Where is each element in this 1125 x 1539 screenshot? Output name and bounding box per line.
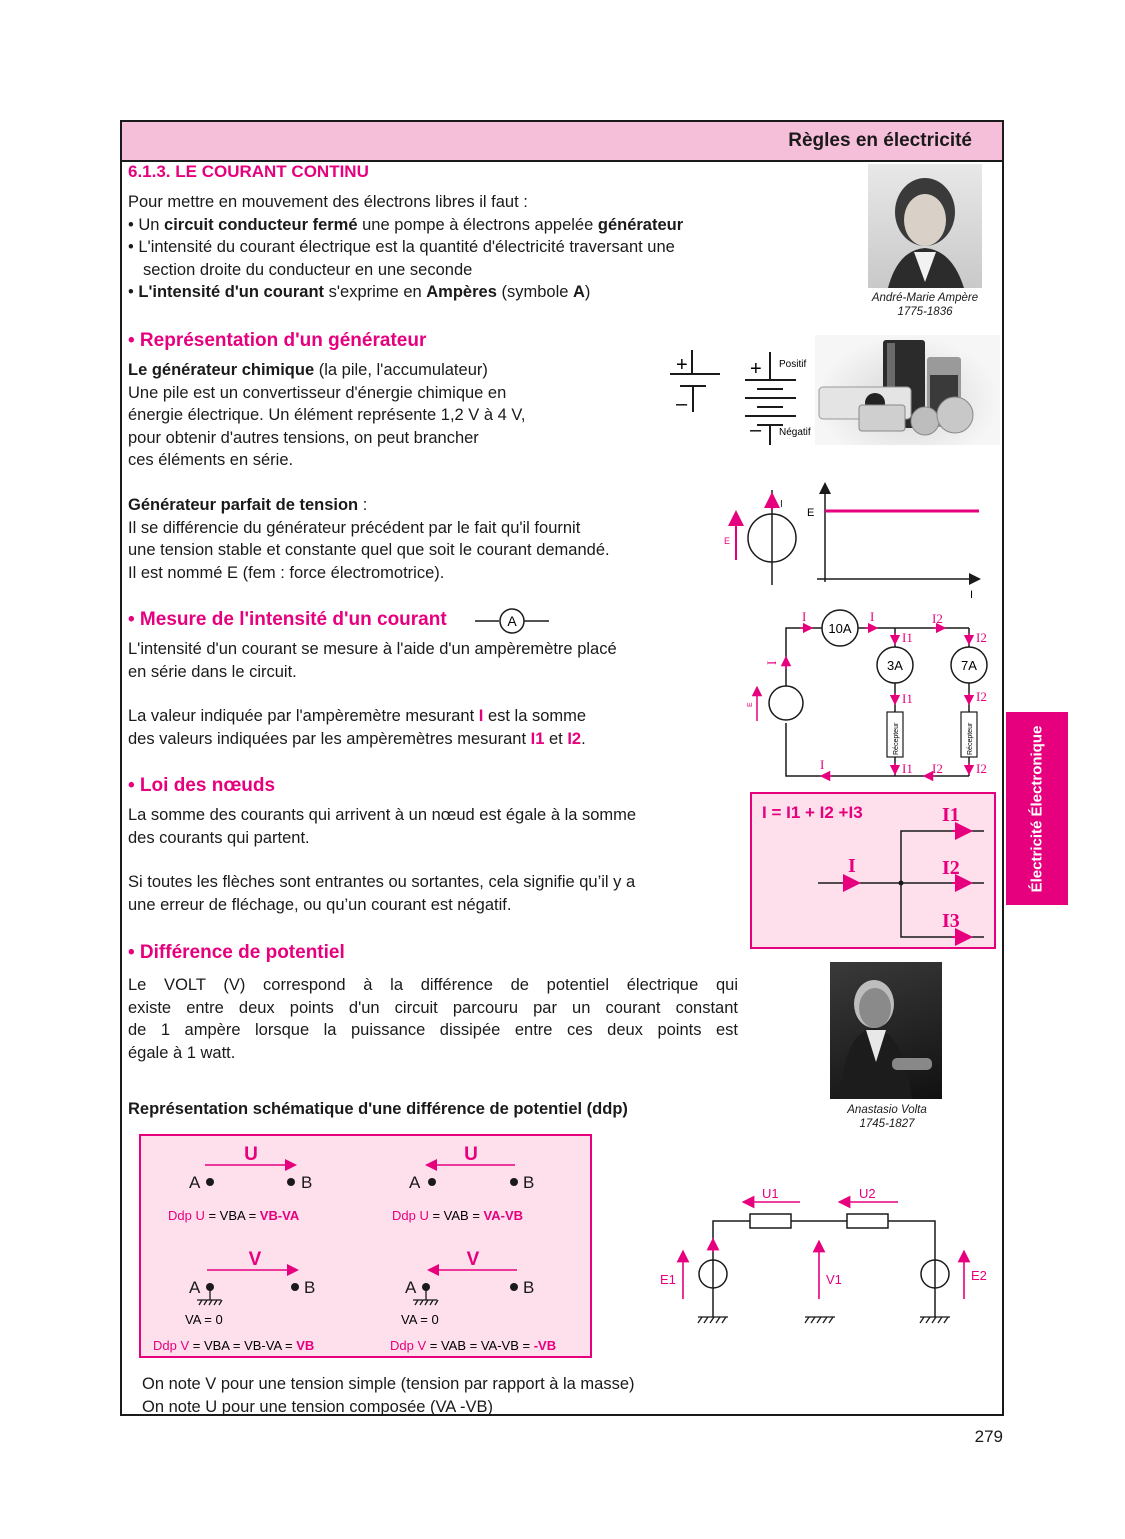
perfect-generator-line: Il est nommé E (fem : force électromotrice). — [128, 563, 445, 582]
bold-text: L'intensité d'un courant — [138, 283, 325, 301]
ddp-formula-3 — [153, 1338, 314, 1353]
side-chapter-tab[interactable] — [1006, 712, 1068, 905]
volta-portrait — [830, 962, 942, 1099]
formula-black: = VBA = — [204, 1208, 260, 1223]
portrait-name: Anastasio Volta — [847, 1104, 927, 1116]
point-A: A — [405, 1278, 417, 1297]
point-B: B — [304, 1278, 316, 1297]
measure-line — [128, 705, 617, 728]
current-label: I — [780, 499, 783, 510]
nodes-title: • Loi des nœuds — [128, 775, 276, 796]
label-V: V — [248, 1249, 262, 1270]
batteries-illustration-icon — [815, 335, 1000, 445]
ddp-diagram — [141, 1136, 592, 1358]
generator-line: Une pile est un convertisseur d'énergie chimique en — [128, 383, 507, 402]
label-U: U — [464, 1144, 478, 1165]
formula-bold: VA-VB — [483, 1208, 524, 1223]
minus-sign: – — [750, 419, 762, 441]
label-I1: I1 — [942, 804, 960, 826]
generator-line: énergie électrique. Un élément représente 1,2 V à 4 V, — [128, 406, 526, 424]
potential-title: • Différence de potentiel — [128, 942, 345, 963]
label-I: I — [848, 855, 856, 877]
point-B: B — [523, 1278, 535, 1297]
nodes-line: une erreur de fléchage, ou qu’un courant est négatif. — [128, 895, 512, 914]
header-title: Règles en électricité — [788, 130, 972, 151]
formula-black: = VBA = VB-VA = — [189, 1338, 297, 1353]
measure-title: • Mesure de l'intensité d'un courant — [128, 609, 447, 630]
formula-pink: Ddp V — [390, 1338, 427, 1353]
label-I2: I2 — [932, 611, 943, 626]
measure-line: L'intensité d'un courant se mesure à l'aide d'un ampèremètre placé — [128, 640, 617, 658]
notes — [142, 1373, 635, 1418]
formula-bold: VB — [296, 1338, 315, 1353]
y-axis-label: E — [807, 507, 815, 519]
perfect-generator-diagram — [715, 480, 1000, 605]
ddp-schema-title: Représentation schématique d'une différence de potentiel (ddp) — [128, 1100, 628, 1118]
generator-icon — [769, 686, 803, 720]
ground-symbol-icon — [413, 1287, 438, 1305]
series-wires — [713, 1221, 935, 1317]
nodes-text — [128, 804, 636, 916]
ground-symbol-icon — [920, 1317, 950, 1323]
ground-symbol-icon — [197, 1287, 222, 1305]
label-I1: I1 — [902, 630, 913, 645]
label-V: V — [466, 1249, 480, 1270]
potential-line: Le VOLT (V) correspond à la différence de potentiel électrique qui — [128, 976, 738, 994]
bold-text: Générateur parfait de tension — [128, 496, 359, 514]
page-header — [122, 122, 1002, 162]
measure-text — [128, 638, 617, 750]
formula-black: = VAB = — [428, 1208, 484, 1223]
ammeter-total-value: 10A — [828, 621, 852, 636]
label-I2: I2 — [976, 761, 987, 776]
potential-text — [128, 974, 738, 1064]
potential-line: égale à 1 watt. — [128, 1043, 236, 1062]
receiver-1-label: Récepteur — [893, 722, 900, 755]
nodes-line: des courants qui partent. — [128, 828, 310, 847]
pink-bold-text: I2 — [567, 729, 582, 748]
generator-text — [128, 359, 525, 472]
text: est la somme — [483, 707, 587, 725]
portrait-name: André-Marie Ampère — [871, 292, 979, 304]
ammeter-1-value: 3A — [887, 658, 903, 673]
bold-text: Le générateur chimique — [128, 361, 315, 379]
intro-bullet-1 — [128, 214, 683, 237]
ground-symbol-icon — [698, 1317, 728, 1323]
ammeter-2-value: 7A — [961, 658, 977, 673]
potential-line: de 1 ampère lorsque la puissance dissipée entre ces deux points est — [128, 1021, 738, 1039]
section-title: 6.1.3. LE COURANT CONTINU — [128, 162, 369, 181]
text: • — [128, 283, 139, 301]
bold-text: Ampères — [426, 283, 497, 301]
va-zero-label: VA = 0 — [401, 1312, 439, 1327]
intro-bullet-3 — [128, 281, 683, 304]
generator-title: • Représentation d'un générateur — [128, 330, 427, 351]
point-A: A — [189, 1173, 201, 1192]
point-B: B — [301, 1173, 313, 1192]
formula-black: = VAB = VA-VB = — [426, 1338, 534, 1353]
ddp-arrow-labels — [244, 1144, 480, 1270]
ampere-caption — [850, 291, 1000, 319]
label-E1: E1 — [660, 1272, 676, 1287]
measure-line — [128, 728, 617, 751]
label-U1: U1 — [762, 1186, 779, 1201]
negative-label: Négatif — [779, 427, 811, 438]
generator-line — [128, 359, 525, 382]
parallel-circuit-diagram — [740, 605, 1005, 785]
volta-caption — [812, 1103, 962, 1131]
va-zero-label: VA = 0 — [185, 1312, 223, 1327]
portrait-dates: 1775-1836 — [897, 306, 953, 318]
node-labels — [848, 804, 960, 932]
intro-bullet-2-cont: section droite du conducteur en une seconde — [143, 260, 473, 279]
ddp-formula-4 — [390, 1338, 556, 1353]
ddp-point-labels — [189, 1173, 534, 1297]
ddp-formula-1 — [168, 1208, 300, 1223]
receiver-2-label: Récepteur — [967, 722, 974, 755]
intro-bullet-2: • L'intensité du courant électrique est la quantité d'électricité traversant une — [128, 238, 675, 256]
point-A: A — [189, 1278, 201, 1297]
text: La valeur indiquée par l'ampèremètre mesurant — [128, 707, 479, 725]
potential-line: existe entre deux points d'un circuit parcouru par un courant constant — [128, 998, 738, 1017]
ddp-formula-2 — [392, 1208, 523, 1223]
intro-line: Pour mettre en mouvement des électrons libres il faut : — [128, 193, 528, 211]
bold-text: générateur — [597, 215, 684, 234]
circuit-wires — [786, 628, 969, 776]
pink-bold-text: I — [478, 707, 484, 725]
label-I: I — [820, 757, 825, 772]
label-V1: V1 — [826, 1272, 842, 1287]
ground-symbol-icon — [805, 1317, 835, 1323]
resistor-2-icon — [847, 1214, 888, 1228]
measure-line: en série dans le circuit. — [128, 662, 297, 681]
formula-pink: Ddp V — [153, 1338, 190, 1353]
ampere-portrait — [868, 164, 982, 288]
emf-label: E — [724, 536, 731, 546]
label-I3: I3 — [942, 910, 960, 932]
perfect-generator-text — [128, 494, 610, 584]
side-tab-label: Électricité Électronique — [1028, 725, 1046, 892]
text: • Un — [128, 215, 165, 234]
text: et — [544, 729, 568, 748]
bold-text: circuit conducteur fermé — [164, 215, 358, 234]
plus-sign: + — [750, 358, 762, 380]
formula-pink: Ddp U — [168, 1208, 205, 1223]
label-E: E — [747, 702, 754, 707]
label-I2: I2 — [932, 761, 943, 776]
label-I1: I1 — [902, 691, 913, 706]
text: . — [581, 729, 586, 748]
node-law-box — [750, 792, 996, 949]
label-I2: I2 — [976, 630, 987, 645]
label-I1: I1 — [902, 761, 913, 776]
portrait-dates: 1745-1827 — [859, 1118, 915, 1130]
point-A: A — [409, 1173, 421, 1192]
point-B: B — [523, 1173, 535, 1192]
formula-bold: VB-VA — [259, 1208, 300, 1223]
text: une pompe à électrons appelée — [357, 215, 598, 234]
nodes-line: Si toutes les flèches sont entrantes ou sortantes, cela signifie qu’il y a — [128, 873, 636, 891]
ammeter-letter: A — [507, 613, 517, 629]
perfect-generator-heading — [128, 494, 610, 517]
minus-sign: – — [676, 393, 688, 415]
note-line: On note V pour une tension simple (tension par rapport à la masse) — [142, 1375, 635, 1393]
battery-symbols — [660, 340, 820, 450]
pink-bold-text: I1 — [530, 729, 545, 748]
resistor-1-icon — [750, 1214, 791, 1228]
bold-text: A — [573, 283, 585, 301]
perfect-generator-line: une tension stable et constante quel que soit le courant demandé. — [128, 541, 610, 559]
text: des valeurs indiquées par les ampèremètres mesurant — [128, 729, 531, 748]
label-I2: I2 — [942, 857, 960, 879]
series-circuit-diagram — [650, 1180, 1000, 1335]
page-number: 279 — [974, 1427, 1003, 1446]
x-axis-label: I — [970, 589, 974, 601]
portrait-illustration-icon — [868, 164, 982, 288]
text: (symbole — [496, 283, 573, 301]
voltage-arrows — [683, 1202, 964, 1299]
generator-line: ces éléments en série. — [128, 451, 294, 469]
label-I: I — [802, 609, 807, 624]
node-formula: I = I1 + I2 +I3 — [762, 803, 863, 822]
formula-pink: Ddp U — [392, 1208, 429, 1223]
nodes-line: La somme des courants qui arrivent à un nœud est égale à la somme — [128, 806, 637, 824]
ddp-dots — [206, 1178, 518, 1291]
generator-line: pour obtenir d'autres tensions, on peut brancher — [128, 428, 479, 447]
ammeter-symbol-icon — [475, 606, 550, 636]
perfect-generator-line: Il se différencie du générateur précédent par le fait qu'il fournit — [128, 518, 581, 537]
ddp-box — [139, 1134, 592, 1358]
positive-label: Positif — [779, 359, 807, 370]
label-U2: U2 — [859, 1186, 876, 1201]
portrait-illustration-icon — [830, 962, 942, 1099]
text: : — [358, 496, 368, 514]
node-diagram — [752, 794, 996, 949]
label-E2: E2 — [971, 1268, 987, 1283]
label-I2: I2 — [976, 689, 987, 704]
plus-sign: + — [676, 354, 688, 376]
label-I: I — [764, 660, 779, 665]
intro-text — [128, 191, 683, 304]
text: s'exprime en — [324, 283, 427, 301]
note-line: On note U pour une tension composée (VA -VB) — [142, 1397, 493, 1416]
formula-bold: -VB — [533, 1338, 557, 1353]
label-U: U — [244, 1144, 258, 1165]
text: (la pile, l'accumulateur) — [314, 361, 488, 379]
batteries-photo — [815, 335, 1000, 445]
node-point — [899, 881, 904, 886]
label-I: I — [870, 609, 875, 624]
text: ) — [584, 283, 591, 301]
